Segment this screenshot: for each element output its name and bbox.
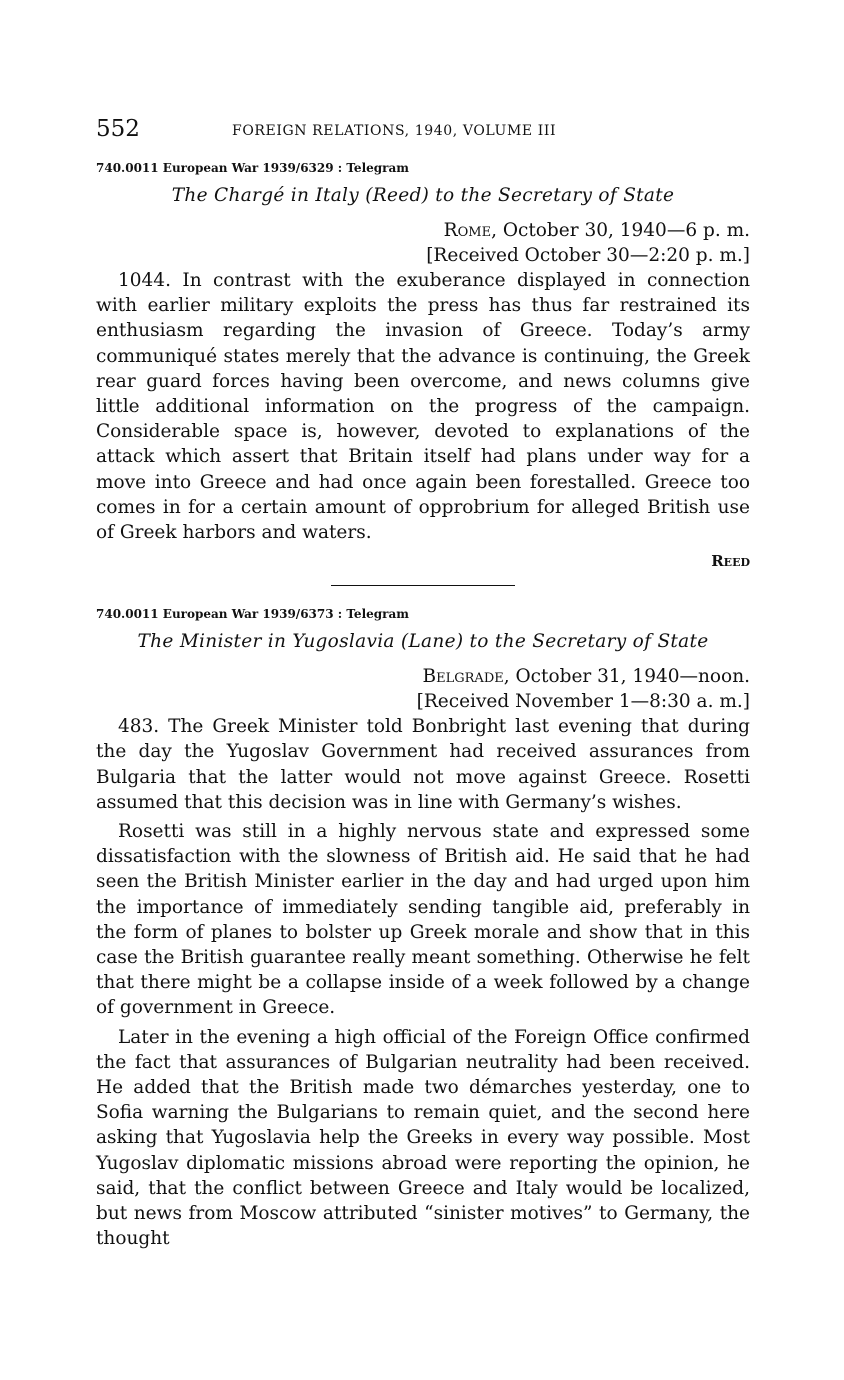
dateline	[96, 664, 750, 689]
dateline-date: , October 30, 1940—6 p. m.	[491, 220, 750, 241]
dateline-date: , October 31, 1940—noon.	[503, 666, 750, 688]
dateline	[96, 218, 750, 243]
document-body	[96, 268, 750, 545]
file-reference: 740.0011 European War 1939/6373 : Telegram	[96, 607, 409, 622]
document-1	[96, 160, 750, 571]
received-line: [Received November 1—8:30 a. m.]	[416, 691, 750, 713]
received-line: [Received October 30—2:20 p. m.]	[426, 245, 750, 266]
file-reference: 740.0011 European War 1939/6329 : Telegram	[96, 161, 409, 175]
document-title: The Minister in Yugoslavia (Lane) to the Secretary of State	[137, 631, 709, 653]
paragraph: Rosetti was still in a highly nervous state and expressed some dissatisfaction with the slowness of British aid. He said that he had seen the British Minister earlier in the day and had urged upon him the importance of immediately sending tangible aid, preferably in the form of planes to bolster up Greek morale and show that in this case the British guarantee really meant something. Otherwise he felt that there might be a collapse inside of a week followed by a change of government in Greece.	[96, 821, 750, 1019]
paragraph: 483. The Greek Minister told Bonbright last evening that during the day the Yugoslav Government had received assurances from Bulgaria that the latter would not move against Greece. Rosetti assumed that this decision was in line with Germany’s wishes.	[96, 716, 750, 813]
document-title: The Chargé in Italy (Reed) to the Secretary of State	[171, 185, 675, 206]
running-head	[96, 116, 750, 148]
document-page	[96, 116, 750, 1252]
page-number: 552	[96, 116, 140, 142]
paragraph: 1044. In contrast with the exuberance displayed in connection with earlier military exploits the press has thus far restrained its enthusiasm regarding the invasion of Greece. Today’s army communiqué states merely that the advance is continuing, the Greek rear guard forces having been overcome, and news columns give little additional information on the progress of the campaign. Considerable space is, however, devoted to explanations of the attack which assert that Britain itself had plans under way for a move into Greece and had once again been forestalled. Greece too comes in for a certain amount of opprobrium for alleged British use of Greek harbors and waters.	[96, 270, 750, 544]
running-title: FOREIGN RELATIONS, 1940, VOLUME III	[232, 123, 557, 139]
document-2	[96, 606, 750, 1251]
document-body	[96, 714, 750, 1251]
paragraph: Later in the evening a high official of the Foreign Office confirmed the fact that assurances of Bulgarian neutrality had been received. He added that the British made two démarches yesterday, one to Sofia warning the Bulgarians to remain quiet, and the second here asking that Yugoslavia help the Greeks in every way possible. Most Yugoslav diplomatic missions abroad were reporting the opinion, he said, that the conflict between Greece and Italy would be localized, but news from Moscow attributed “sinister motives” to Germany, the thought	[96, 1026, 750, 1250]
dateline-place: Belgrade	[422, 666, 504, 688]
dateline-place: Rome	[443, 220, 492, 241]
signature: Reed	[711, 552, 750, 571]
section-divider	[331, 585, 515, 586]
